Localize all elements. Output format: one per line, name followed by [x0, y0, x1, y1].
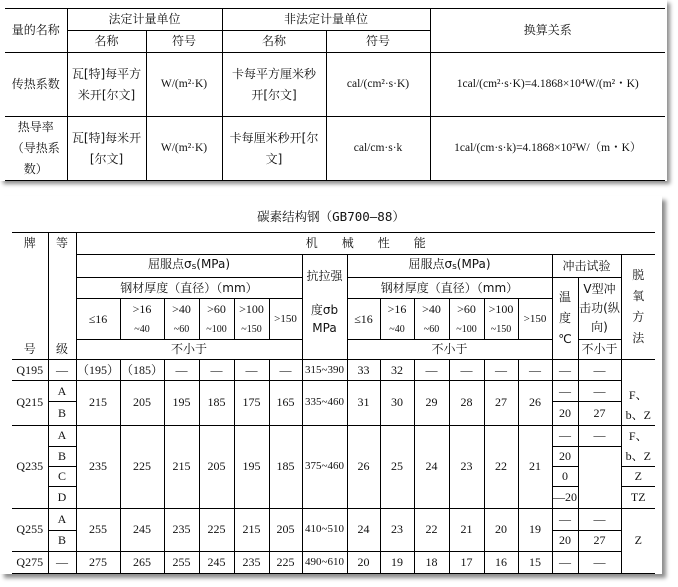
yield-cell: 28: [449, 381, 484, 426]
header-quantity-name: 量的名称: [5, 9, 67, 53]
yield-cell: —: [414, 360, 449, 381]
yield-cell: 19: [518, 508, 552, 551]
yield-cell: —: [269, 360, 302, 381]
yield-cell: 195: [164, 381, 199, 426]
grade-cell: Q215: [12, 381, 48, 426]
temp-cell: 0: [552, 466, 578, 486]
yield-cell: 185: [199, 381, 234, 426]
class-cell: A: [48, 425, 76, 446]
yield-cell: 23: [380, 508, 414, 551]
yield-cell: 25: [380, 425, 414, 508]
range-le16: ≤16: [347, 299, 380, 340]
yield-cell: 27: [484, 381, 518, 426]
tensile-cell: 315~390: [302, 360, 347, 381]
header-deoxidation: 脱 氧 方 法: [621, 255, 655, 360]
yield-cell: —: [234, 360, 269, 381]
yield-cell: 29: [414, 381, 449, 426]
table-row: [12, 508, 655, 530]
legal-name-cell: 瓦[特]每米开[尔文]: [67, 117, 146, 181]
deox-cell: F、b、Z: [621, 425, 655, 466]
header-grade-top: 牌: [12, 233, 48, 255]
temp-cell: —: [552, 360, 578, 381]
header-nonlegal-unit: 非法定计量单位: [222, 9, 430, 31]
conversion-cell: 1cal/(cm²·s·K)=4.1868×10⁴W/(m²・K): [430, 53, 665, 117]
deox-cell: F、b、Z: [621, 381, 655, 426]
legal-symbol-cell: W/(m²·K): [146, 117, 222, 181]
temp-cell: 20: [552, 446, 578, 466]
table-title: 碳素结构钢（GB700—88）: [257, 209, 405, 224]
yield-cell: 22: [414, 508, 449, 551]
tensile-cell: 410~510: [302, 508, 347, 551]
header-grade-spacer: [12, 299, 48, 340]
yield-cell: 225: [120, 425, 164, 508]
yield-cell: 32: [380, 360, 414, 381]
yield-cell: 26: [518, 381, 552, 426]
quantity-cell: 传热系数: [5, 53, 67, 117]
temp-cell: —: [552, 425, 578, 446]
yield-cell: 22: [484, 425, 518, 508]
header-class-spacer: [48, 255, 76, 278]
class-cell: —: [48, 551, 76, 573]
yield-cell: —: [449, 360, 484, 381]
range-le16: ≤16: [76, 299, 120, 340]
impact-cell: —: [578, 360, 621, 381]
temp-cell: —: [552, 551, 578, 573]
header-nonlegal-symbol: 符号: [326, 31, 430, 53]
tensile-cell: 490~610: [302, 551, 347, 573]
yield-cell: 23: [449, 425, 484, 508]
impact-cell: —: [578, 508, 621, 530]
legal-name-cell: 瓦[特]每平方米开[尔文]: [67, 53, 146, 117]
yield-cell: —: [518, 360, 552, 381]
yield-cell: 235: [76, 425, 120, 508]
unit-conversion-panel: [0, 0, 667, 181]
header-tensile-spacer: [302, 340, 347, 360]
yield-cell: 235: [164, 508, 199, 551]
yield-cell: 18: [414, 551, 449, 573]
range-40-60: >40 ~60: [414, 299, 449, 340]
range-100-150: >100 ~150: [484, 299, 518, 340]
header-tensile-top: 抗拉强: [302, 255, 347, 299]
header-nonlegal-name: 名称: [222, 31, 326, 53]
range-100-150: >100 ~150: [234, 299, 269, 340]
header-class-spacer: [48, 299, 76, 340]
yield-cell: 215: [234, 508, 269, 551]
yield-cell: 215: [164, 425, 199, 508]
header-conversion: 换算关系: [430, 9, 665, 53]
header-not-less-than-a: 不小于: [76, 340, 302, 360]
class-cell: A: [48, 381, 76, 402]
temp-cell: 20: [552, 530, 578, 551]
yield-cell: 21: [449, 508, 484, 551]
class-cell: C: [48, 466, 76, 486]
yield-cell: 245: [199, 551, 234, 573]
header-not-less-than-b: 不小于: [347, 340, 552, 360]
range-60-100: >60 ~100: [449, 299, 484, 340]
yield-cell: 185: [269, 425, 302, 508]
header-thickness-a: 钢材厚度（直径）（mm）: [76, 278, 302, 299]
yield-cell: 17: [449, 551, 484, 573]
carbon-steel-panel: [0, 196, 662, 574]
range-gt150: >150: [518, 299, 552, 340]
yield-cell: （185）: [120, 360, 164, 381]
header-tensile-bottom: 度σb MPa: [302, 299, 347, 340]
yield-cell: 24: [414, 425, 449, 508]
impact-cell: 27: [578, 402, 621, 425]
range-40-60: >40 ~60: [164, 299, 199, 340]
table-row: [12, 551, 655, 573]
yield-cell: —: [164, 360, 199, 381]
yield-cell: 205: [120, 381, 164, 426]
header-legal-symbol: 符号: [146, 31, 222, 53]
yield-cell: 205: [269, 508, 302, 551]
yield-cell: 255: [164, 551, 199, 573]
header-v-notch: V型冲 击功(纵 向): [578, 278, 621, 340]
deox-cell: Z: [621, 508, 655, 573]
yield-cell: 225: [199, 508, 234, 551]
class-cell: D: [48, 486, 76, 508]
yield-cell: 33: [347, 360, 380, 381]
header-legal-unit: 法定计量单位: [67, 9, 222, 31]
yield-cell: 165: [269, 381, 302, 426]
header-legal-name: 名称: [67, 31, 146, 53]
yield-cell: 175: [234, 381, 269, 426]
yield-cell: 225: [269, 551, 302, 573]
header-thickness-b: 钢材厚度（直径）（mm）: [347, 278, 552, 299]
temp-cell: 20: [552, 402, 578, 425]
header-class-spacer: [48, 278, 76, 299]
header-yield-point-a: 屈服点$\sigma_s(MPa)$: [76, 255, 302, 278]
header-class-top: 等: [48, 233, 76, 255]
grade-cell: Q275: [12, 551, 48, 573]
class-cell: B: [48, 402, 76, 425]
range-gt150: >150: [269, 299, 302, 340]
range-16-40: >16 ~40: [380, 299, 414, 340]
grade-cell: Q195: [12, 360, 48, 381]
yield-cell: 195: [234, 425, 269, 508]
nonlegal-name-cell: 卡每平方厘米秒开[尔文]: [222, 53, 326, 117]
legal-symbol-cell: W/(m²·K): [146, 53, 222, 117]
class-cell: A: [48, 508, 76, 530]
yield-cell: 215: [76, 381, 120, 426]
table-row: [12, 425, 655, 446]
header-grade-spacer: [12, 255, 48, 278]
class-cell: —: [48, 360, 76, 381]
yield-cell: 245: [120, 508, 164, 551]
header-grade-bottom: 号: [12, 340, 48, 360]
yield-cell: —: [199, 360, 234, 381]
deox-cell: Z: [621, 466, 655, 486]
nonlegal-name-cell: 卡每厘米秒开[尔文]: [222, 117, 326, 181]
grade-cell: Q235: [12, 425, 48, 508]
header-temperature: 温 度 ℃: [552, 278, 578, 360]
class-cell: B: [48, 446, 76, 466]
yield-cell: 26: [347, 425, 380, 508]
range-60-100: >60 ~100: [199, 299, 234, 340]
nonlegal-symbol-cell: cal/cm·s·k: [326, 117, 430, 181]
yield-cell: 31: [347, 381, 380, 426]
yield-cell: 19: [380, 551, 414, 573]
yield-cell: 24: [347, 508, 380, 551]
yield-cell: 205: [199, 425, 234, 508]
temp-cell: —: [552, 381, 578, 402]
yield-cell: 20: [347, 551, 380, 573]
table-row: [12, 381, 655, 402]
tensile-cell: 375~460: [302, 425, 347, 508]
yield-cell: 30: [380, 381, 414, 426]
impact-cell: —: [578, 425, 621, 446]
yield-cell: 16: [484, 551, 518, 573]
impact-cell: 27: [578, 530, 621, 551]
tensile-cell: 335~460: [302, 381, 347, 426]
carbon-steel-table: [12, 232, 655, 574]
quantity-cell: 热导率（导热系数）: [5, 117, 67, 181]
deox-cell: TZ: [621, 486, 655, 508]
yield-cell: 265: [120, 551, 164, 573]
range-16-40: >16 ~40: [120, 299, 164, 340]
temp-cell: —: [552, 508, 578, 530]
grade-cell: Q255: [12, 508, 48, 551]
table-row: [12, 360, 655, 381]
yield-cell: （195）: [76, 360, 120, 381]
header-not-less-than-c: 不小于: [578, 340, 621, 360]
deox-cell: [621, 360, 655, 381]
yield-cell: 21: [518, 425, 552, 508]
yield-cell: 275: [76, 551, 120, 573]
header-yield-point-b: 屈服点$\sigma_s(MPa)$: [347, 255, 552, 278]
unit-conversion-table: [5, 8, 665, 181]
yield-cell: —: [484, 360, 518, 381]
yield-cell: 235: [234, 551, 269, 573]
class-cell: B: [48, 530, 76, 551]
conversion-cell: 1cal/(cm·s·k)=4.1868×10²W/（m・K）: [430, 117, 665, 181]
yield-cell: 15: [518, 551, 552, 573]
temp-cell: —20: [552, 486, 578, 508]
impact-cell: —: [578, 381, 621, 402]
impact-cell: —: [578, 551, 621, 573]
header-class-bottom: 级: [48, 340, 76, 360]
yield-cell: 255: [76, 508, 120, 551]
table-row: [5, 53, 665, 117]
header-mechanical-properties: 机 械 性 能: [76, 233, 655, 255]
header-grade-spacer: [12, 278, 48, 299]
impact-cell: [578, 446, 621, 508]
yield-cell: 20: [484, 508, 518, 551]
nonlegal-symbol-cell: cal/(cm²·s·K): [326, 53, 430, 117]
table-row: [5, 117, 665, 181]
header-impact-test: 冲击试验: [552, 255, 621, 278]
